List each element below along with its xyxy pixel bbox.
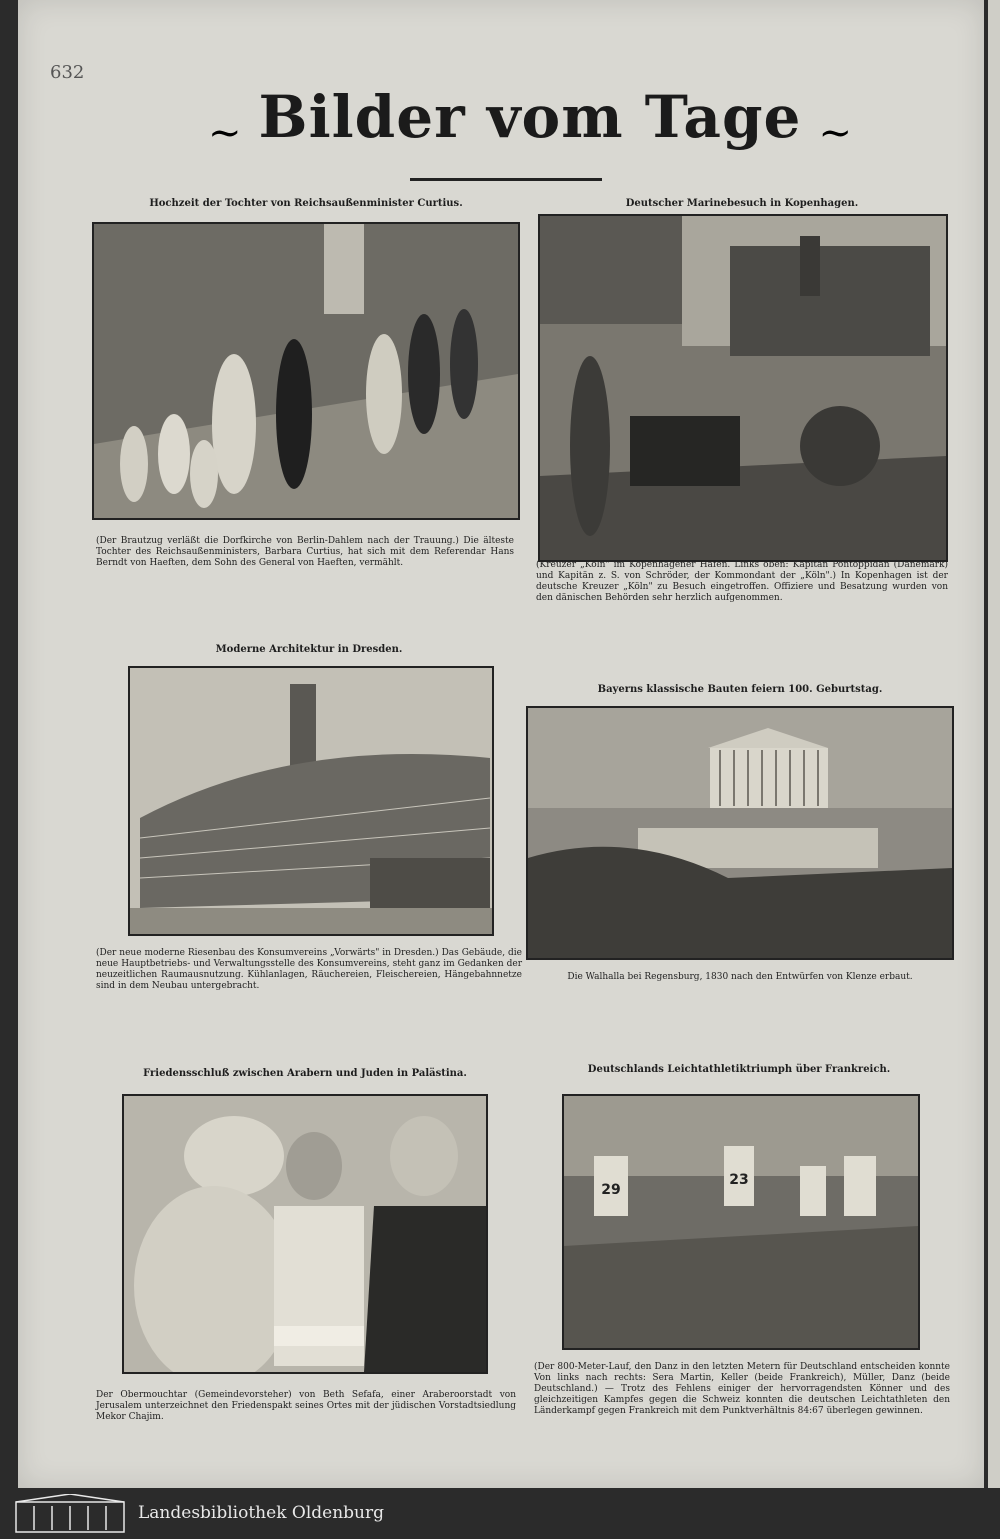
heading-wedding: Hochzeit der Tochter von Reichsaußenminister Curtius. [149,198,463,209]
title-ornament-right: ~ [818,109,853,156]
heading-palestine: Friedensschluß zwischen Arabern und Juden in Palästina. [143,1068,467,1079]
caption-athletics: (Der 800-Meter-Lauf, den Danz in den letzten Metern für Deutschland entscheiden konnte Von links nach rechts: Sera Martin, Keller (beide Frankreich), Müller, Danz (beide Deutschland.) — Trotz des Fehlens einiger der hervorragendsten Könner und des gleichzeitigen Kampfes gegen die Schweiz konnten die deutschen Leichtathleten den Länderkampf gegen Frankreich mit dem Punktverhältnis 84:67 überlegen gewinnen. [534,1362,950,1416]
athletics-illustration [564,1096,918,1348]
photo-palestine [122,1094,488,1374]
heading-walhalla: Bayerns klassische Bauten feiern 100. Geburtstag. [597,684,883,695]
caption-palestine: Der Obermouchtar (Gemeindevorsteher) von Beth Sefafa, einer Araberoorstadt von Jerusalem unterzeichnet den Friedenspakt seines Ortes mit der jüdischen Vorstadtsiedlung Mekor Chajim. [96,1390,516,1422]
photo-dresden [128,666,494,936]
photo-copenhagen [538,214,948,562]
page-title [150,82,910,156]
dresden-illustration [130,668,492,934]
wedding-illustration [94,224,518,518]
palestine-illustration [124,1096,486,1372]
photo-athletics [562,1094,920,1350]
heading-dresden: Moderne Architektur in Dresden. [215,644,403,655]
library-name: Landesbibliothek Oldenburg [138,1503,385,1523]
runner-number-29: 29 [601,1182,621,1198]
copenhagen-illustration [540,216,946,560]
page-edge [988,0,1000,1488]
photo-wedding [92,222,520,520]
title-text: Bilder vom Tage [258,83,802,151]
page-number: 632 [50,62,85,83]
title-ornament-left: ~ [207,109,242,156]
caption-copenhagen: (Kreuzer „Köln" im Kopenhagener Hafen. Links oben: Kapitän Pontoppidan (Dänemark) und Kapitän z. S. von Schröder, der Kommondant der „Köln".) In Kopenhagen ist der deutsche Kreuzer „Köln" zu Besuch eingetroffen. Offiziere und Besatzung wurden von den dänischen Behörden sehr herzlich aufgenommen. [536,560,948,603]
heading-copenhagen: Deutscher Marinebesuch in Kopenhagen. [625,198,859,209]
caption-wedding: (Der Brautzug verläßt die Dorfkirche von Berlin-Dahlem nach der Trauung.) Die älteste Tochter des Reichsaußenministers, Barbara Curtius, hat sich mit dem Referendar Hans Berndt von Haeften, dem Sohn des General von Haeften, vermählt. [96,536,514,568]
walhalla-illustration [528,708,952,958]
runner-number-23: 23 [729,1172,749,1188]
heading-athletics: Deutschlands Leichtathletiktriumph über Frankreich. [587,1064,891,1075]
photo-walhalla [526,706,954,960]
library-building-logo [14,1494,126,1534]
title-underline [410,178,602,181]
caption-dresden: (Der neue moderne Riesenbau des Konsumvereins „Vorwärts" in Dresden.) Das Gebäude, die neue Hauptbetriebs- und Verwaltungsstelle des Konsumvereins, steht ganz im Gedanken der neuzeitlichen Raumausnutzung. Kühlanlagen, Räuchereien, Fleischereien, Hängebahnnetze sind in dem Neubau untergebracht. [96,948,522,991]
caption-walhalla: Die Walhalla bei Regensburg, 1830 nach den Entwürfen von Klenze erbaut. [567,972,913,982]
